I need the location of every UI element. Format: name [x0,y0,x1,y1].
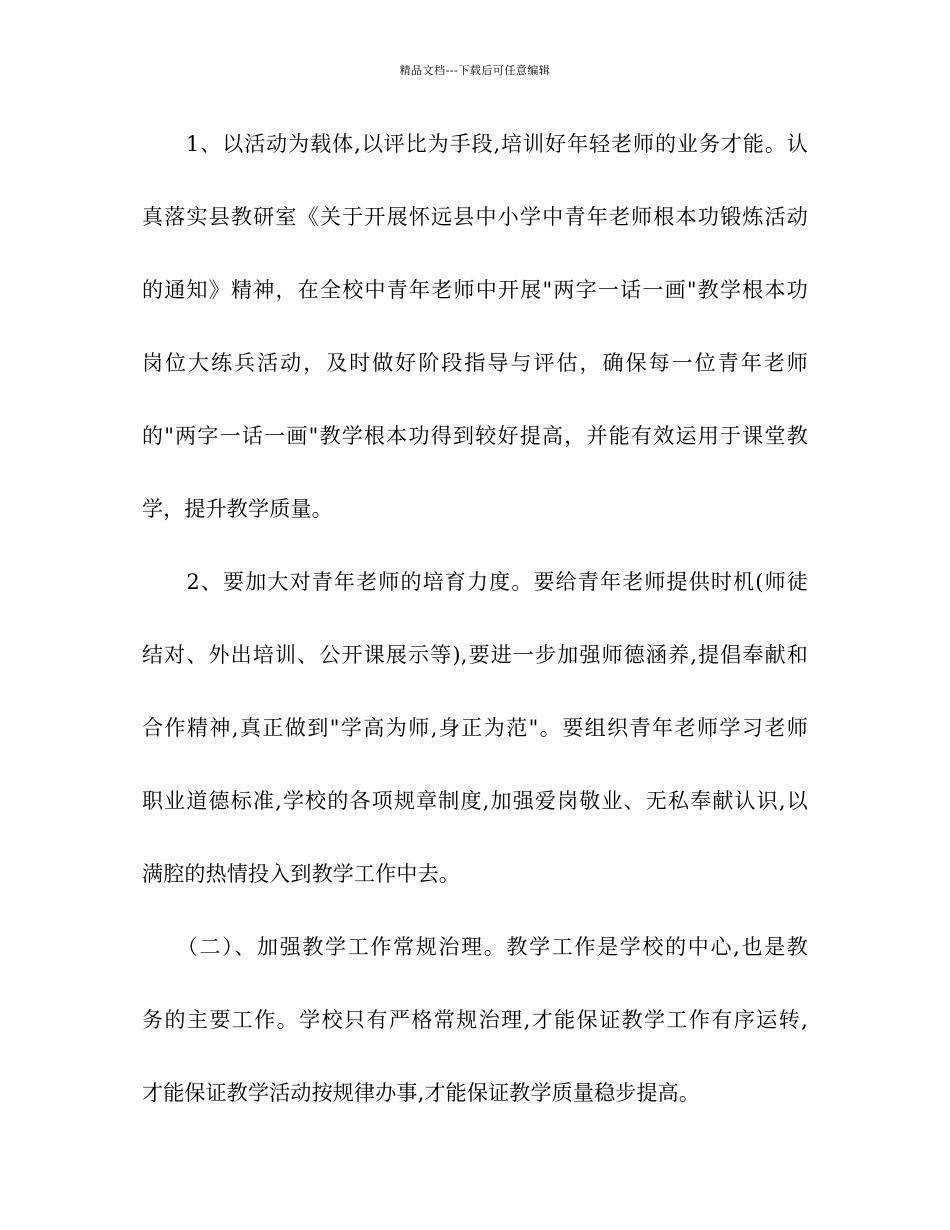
paragraph-line: 真落实县教研室《关于开展怀远县中小学中青年老师根本功锻炼活动 [142,205,808,229]
paragraph-line: 1、以活动为载体,以评比为手段,培训好年轻老师的业务才能。认 [142,132,808,156]
paragraph-line: 务的主要工作。学校只有严格常规治理,才能保证教学工作有序运转, [142,1008,808,1032]
paragraph-line: 的"两字一话一画"教学根本功得到较好提高，并能有效运用于课堂教 [142,424,808,448]
paragraph-line: 学，提升教学质量。 [142,497,333,521]
page-header: 精品文档---下载后可任意编辑 [399,64,551,77]
paragraph-line: 满腔的热情投入到教学工作中去。 [142,862,460,886]
paragraph-line: 岗位大练兵活动，及时做好阶段指导与评估，确保每一位青年老师 [142,351,808,375]
paragraph-line: （二）、加强教学工作常规治理。教学工作是学校的中心,也是教 [142,935,808,959]
paragraph-line: 的通知》精神，在全校中青年老师中开展"两字一话一画"教学根本功 [142,278,808,302]
paragraph-line: 结对、外出培训、公开课展示等),要进一步加强师德涵养,提倡奉献和 [142,643,808,667]
paragraph-line: 职业道德标准,学校的各项规章制度,加强爱岗敬业、无私奉献认识,以 [142,789,808,813]
paragraph-line: 才能保证教学活动按规律办事,才能保证教学质量稳步提高。 [142,1081,701,1105]
paragraph-line: 合作精神,真正做到"学高为师,身正为范"。要组织青年老师学习老师 [142,716,808,740]
paragraph-line: 2、要加大对青年老师的培育力度。要给青年老师提供时机(师徒 [142,570,808,594]
